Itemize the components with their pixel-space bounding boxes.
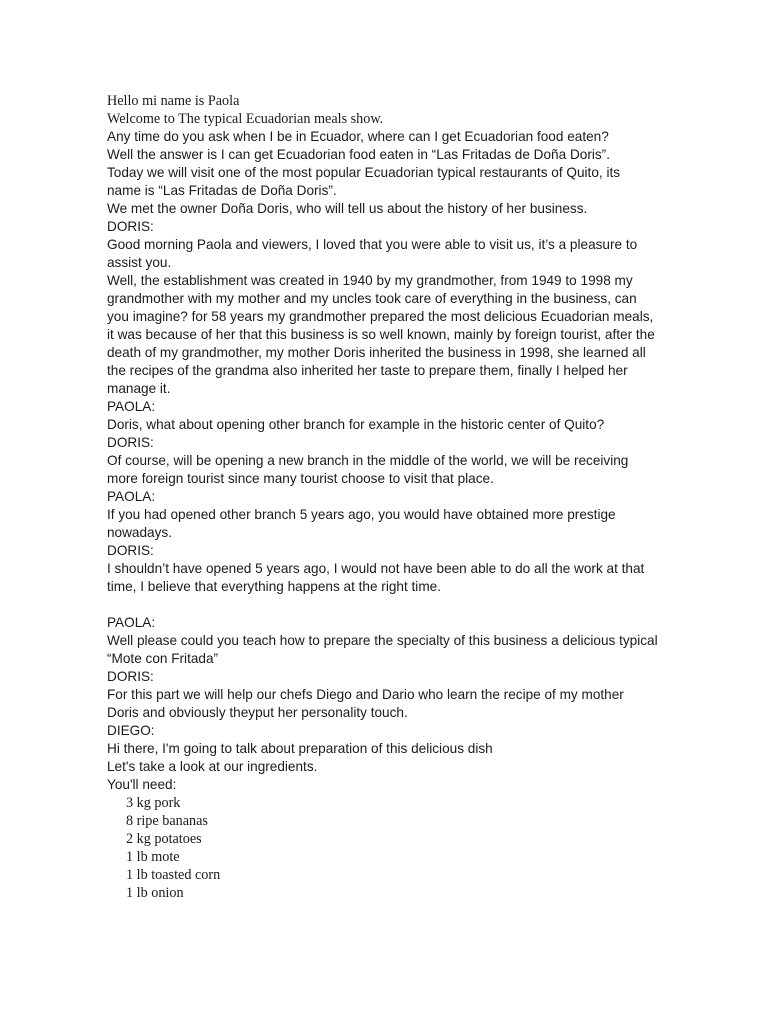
text-line: assist you. [107,255,172,270]
text-line: Any time do you ask when I be in Ecuador, where can I get Ecuadorian food eaten? [107,129,609,144]
ingredient-item: 1 lb onion [126,885,184,901]
text-line: Let's take a look at our ingredients. [107,759,318,774]
ingredient-item: 8 ripe bananas [126,813,208,829]
text-line: Hi there, I'm going to talk about preparation of this delicious dish [107,741,493,756]
text-line: death of my grandmother, my mother Doris inherited the business in 1998, she learned all [107,345,646,360]
doris-turn-4 [107,668,667,722]
speaker-label: DORIS: [107,435,154,450]
text-line: manage it. [107,381,171,396]
text-line: nowadays. [107,525,172,540]
paola-turn-2 [107,488,667,542]
speaker-label: PAOLA: [107,615,156,630]
paola-intro-block [107,128,667,218]
ingredient-item: 2 kg potatoes [126,831,202,847]
text-line: Doris and obviously theyput her personality touch. [107,705,408,720]
text-line: the recipes of the grandma also inherited her taste to prepare them, finally I helped her [107,363,628,378]
ingredient-item: 3 kg pork [126,795,181,811]
text-line: For this part we will help our chefs Diego and Dario who learn the recipe of my mother [107,687,624,702]
text-line: time, I believe that everything happens at the right time. [107,579,441,594]
text-line: name is “Las Fritadas de Doña Doris”. [107,183,337,198]
speaker-label: DIEGO: [107,723,155,738]
text-line: you imagine? for 58 years my grandmother prepared the most delicious Ecuadorian meals, [107,309,654,324]
text-line: grandmother with my mother and my uncles took care of everything in the business, can [107,291,637,306]
text-line: If you had opened other branch 5 years ago, you would have obtained more prestige [107,507,616,522]
speaker-label: DORIS: [107,543,154,558]
text-line: I shouldn’t have opened 5 years ago, I would not have been able to do all the work at that [107,561,645,576]
speaker-label: PAOLA: [107,489,156,504]
text-line: it was because of her that this business is so well known, mainly by foreign tourist, after the [107,327,655,342]
text-line: Well, the establishment was created in 1940 by my grandmother, from 1949 to 1998 my [107,273,633,288]
text-line: We met the owner Doña Doris, who will tell us about the history of her business. [107,201,588,216]
document-body [107,92,667,902]
speaker-label: DORIS: [107,669,154,684]
doris-turn-3 [107,542,667,596]
greeting-line: Hello mi name is Paola [107,93,240,109]
paola-turn-1 [107,398,667,434]
ingredient-item: 1 lb toasted corn [126,867,221,883]
text-line: Good morning Paola and viewers, I loved that you were able to visit us, it’s a pleasure to [107,237,638,252]
intro-block [107,92,667,128]
paragraph-gap [107,596,667,614]
text-line: You'll need: [107,777,177,792]
text-line: Well the answer is I can get Ecuadorian food eaten in “Las Fritadas de Doña Doris”. [107,147,610,162]
text-line: Well please could you teach how to prepare the specialty of this business a delicious typical [107,633,658,648]
welcome-line: Welcome to The typical Ecuadorian meals show. [107,111,384,127]
speaker-label: PAOLA: [107,399,156,414]
text-line: Today we will visit one of the most popular Ecuadorian typical restaurants of Quito, its [107,165,621,180]
text-line: “Mote con Fritada” [107,651,219,666]
speaker-label: DORIS: [107,219,154,234]
paola-turn-3 [107,614,667,668]
doris-turn-2 [107,434,667,488]
doris-turn-1 [107,218,667,398]
text-line: Of course, will be opening a new branch in the middle of the world, we will be receiving [107,453,629,468]
ingredient-item: 1 lb mote [126,849,180,865]
text-line: more foreign tourist since many tourist choose to visit that place. [107,471,494,486]
ingredient-list [107,794,667,902]
text-line: Doris, what about opening other branch for example in the historic center of Quito? [107,417,605,432]
diego-turn-1 [107,722,667,794]
